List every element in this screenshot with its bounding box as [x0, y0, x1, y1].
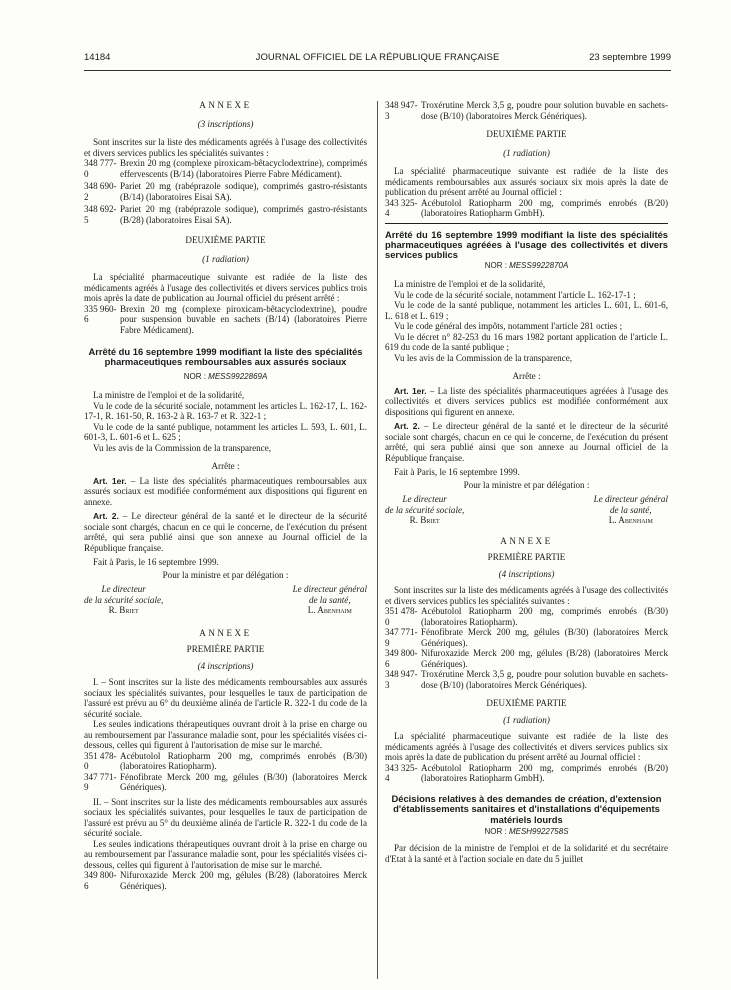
article-1: Art. 1er. – La liste des spécialités pharmaceutiques agréées à l'usage des collectivités et divers services publics est modifiée conformément aux dispositions qui figurent en annexe.	[385, 385, 669, 417]
part-intro: La spécialité pharmaceutique suivante est radiée de la liste des médicaments agréés à l'usage des collectivités et divers services publics six mois après la date de publication du présent arrêté au Journal officiel :	[385, 731, 668, 763]
decision-text: Par décision de la ministre de l'emploi et de la solidarité et du secrétaire d'Etat à la santé et à l'action sociale en date du 5 juillet	[385, 843, 668, 864]
right-column	[385, 100, 668, 864]
decree-title: Arrêté du 16 septembre 1999 modifiant la liste des spécialités pharmaceutiques agréées à l'usage des collectivités et divers services publics	[385, 228, 668, 261]
annex-intro: Sont inscrites sur la liste des médicaments agréés à l'usage des collectivités et divers services publics les spécialités suivantes :	[385, 585, 668, 606]
list-item: 348 947-3 Troxérutine Merck 3,5 g, poudre pour solution buvable en sachets-dose (B/10) (laboratoires Merck Génériques).	[385, 100, 668, 121]
decisions-title: Décisions relatives à des demandes de création, d'extension d'établissements sanitaires et d'installations d'équipements matériels lourds	[391, 792, 662, 825]
signature-right: Le directeur général de la santé, L. Abenhaim	[292, 584, 367, 616]
decree-para: La ministre de l'emploi et de la solidarité,	[93, 390, 245, 401]
column-divider	[377, 101, 378, 979]
done-at: Fait à Paris, le 16 septembre 1999.	[93, 557, 219, 568]
for-minister: Pour la ministre et par délégation :	[463, 479, 590, 490]
page-number: 14184	[84, 52, 111, 63]
article-1: Art. 1er. – La liste des spécialités pharmaceutiques remboursables aux assurés sociaux est modifiée conformément aux dispositions qui figurent en annexe.	[84, 475, 368, 507]
header-rule	[84, 70, 671, 71]
part-subtitle: (1 radiation)	[202, 253, 249, 264]
annex-title: ANNEXE	[500, 535, 553, 546]
part-subtitle: (4 inscriptions)	[197, 660, 254, 671]
arrete-label: Arrête :	[512, 371, 541, 382]
part-title: PREMIÈRE PARTIE	[186, 644, 265, 655]
article-2: Art. 2. – Le directeur général de la santé et le directeur de la sécurité sociale sont chargés, chacun en ce qui le concerne, de l'exécution du présent arrêté, qui sera publié ainsi que son annexe au Journal officiel de la République française.	[385, 421, 669, 463]
annex-para: Les seules indications thérapeutiques ouvrant droit à la prise en charge ou au remboursement par l'assurance maladie sont, pour les spécialités visées ci-dessous, celles qui figurent à l'autorisation de mise sur le marché.	[84, 838, 367, 870]
decree-para: Vu le code de la santé publique, notamment les articles L. 593, L. 601, L. 601-3, L. 601-6 et L. 625 ;	[84, 421, 367, 443]
decree-para: Vu le code de la sécurité sociale, notamment les articles L. 162-17, L. 162-17-1, R. 161-50, R. 163-2 à R. 163-7 et R. 322-1 ;	[84, 400, 367, 422]
part-subtitle: (1 radiation)	[503, 147, 550, 158]
part-subtitle: (4 inscriptions)	[498, 568, 555, 579]
list-item: 343 325-4 Acébutolol Ratiopharm 200 mg, comprimés enrobés (B/20) (laboratoires Ratiopharm GmbH).	[385, 762, 668, 784]
annex-para: II. – Sont inscrites sur la liste des médicaments remboursables aux assurés sociaux les spécialités suivantes, pour lesquelles le taux de participation de l'assuré est prévu au 5° du deuxième alinéa de l'article R. 322-1 du code de la sécurité sociale.	[84, 796, 367, 839]
signature-right: Le directeur général de la santé, L. Abenhaim	[593, 494, 668, 526]
annex-para: I. – Sont inscrites sur la liste des médicaments remboursables aux assurés sociaux les spécialités suivantes, pour lesquelles le taux de participation de l'assuré est prévu au 6° du deuxième alinéa de l'article R. 322-1 du code de la sécurité sociale.	[84, 677, 367, 719]
for-minister: Pour la ministre et par délégation :	[162, 569, 289, 580]
decree-para: Vu le décret n° 82-253 du 16 mars 1982 portant application de l'article L. 619 du code de la santé publique ;	[385, 331, 668, 353]
nor-reference: NOR : MESH9922758S	[484, 826, 569, 836]
left-column	[84, 100, 367, 891]
section-rule	[385, 223, 668, 224]
list-item: 351 478-0 Acébutolol Ratiopharm 200 mg, comprimés enrobés (B/30) (laboratoires Ratiopharm).	[84, 750, 367, 772]
nor-reference: NOR : MESS9922870A	[484, 260, 569, 270]
part-subtitle: (1 radiation)	[503, 714, 550, 725]
annex-para: Les seules indications thérapeutiques ouvrant droit à la prise en charge ou au remboursement par l'assurance maladie sont, pour les spécialités visées ci-dessous, celles qui figurent à l'autorisation de mise sur le marché.	[84, 719, 367, 751]
annex-subtitle: (3 inscriptions)	[197, 118, 254, 129]
list-item: 348 777-0 Brexin 20 mg (complexe piroxicam-bêtacyclodextrine), comprimés effervescents (B/14) (laboratoires Pierre Fabre Médicament).	[84, 158, 367, 179]
signatures	[385, 494, 668, 526]
part-title: DEUXIÈME PARTIE	[185, 235, 266, 245]
page-header	[84, 52, 671, 66]
list-item: 347 771-9 Fénofibrate Merck 200 mg, gélules (B/30) (laboratoires Merck Génériques).	[84, 771, 367, 793]
annex-title: ANNEXE	[199, 627, 252, 638]
list-item: 335 960-6 Brexin 20 mg (complexe piroxicam-bêtacyclodextrine), poudre pour suspension buvable en sachets (B/14) (laboratoires Pierre Fabre Médicament).	[84, 303, 367, 335]
nor-reference: NOR : MESS9922869A	[183, 371, 268, 381]
part-intro: La spécialité pharmaceutique suivante est radiée de la liste des médicaments agréés à l'usage des collectivités et divers services publics trois mois après la date de publication au Journal officiel du présent arrêté :	[84, 272, 367, 303]
list-item: 348 947-3 Troxérutine Merck 3,5 g, poudre pour solution buvable en sachets-dose (B/10) (laboratoires Merck Génériques).	[385, 669, 668, 690]
part-title: DEUXIÈME PARTIE	[486, 129, 567, 139]
arrete-label: Arrête :	[211, 461, 240, 472]
decree-para: La ministre de l'emploi et de la solidarité,	[394, 279, 546, 290]
decree-title: Arrêté du 16 septembre 1999 modifiant la liste des spécialités pharmaceutiques remboursables aux assurés sociaux	[88, 346, 363, 368]
list-item: 349 800-6 Nifuroxazide Merck 200 mg, gélules (B/28) (laboratoires Merck Génériques).	[84, 870, 367, 891]
list-item: 348 692-5 Pariet 20 mg (rabéprazole sodique), comprimés gastro-résistants (B/28) (laboratoires Eisai SA).	[84, 204, 367, 225]
annex-intro: Sont inscrites sur la liste des médicaments agréés à l'usage des collectivités et divers services publics les spécialités suivantes :	[84, 137, 367, 158]
list-item: 349 800-6 Nifuroxazide Merck 200 mg, gélules (B/28) (laboratoires Merck Génériques).	[385, 648, 668, 669]
issue-date: 23 septembre 1999	[589, 52, 671, 63]
signatures	[84, 584, 367, 616]
part-title: PREMIÈRE PARTIE	[487, 552, 566, 563]
article-2: Art. 2. – Le directeur général de la santé et le directeur de la sécurité sociale sont chargés, chacun en ce qui le concerne, de l'exécution du présent arrêté, qui sera publié ainsi que son annexe au Journal officiel de la République française.	[84, 511, 368, 553]
journal-title: JOURNAL OFFICIEL DE LA RÉPUBLIQUE FRANÇAISE	[255, 52, 500, 63]
decree-para: Vu le code de la sécurité sociale, notamment l'article L. 162-17-1 ;	[394, 289, 636, 300]
decree-para: Vu le code de la santé publique, notamment les articles L. 601, L. 601-6, L. 618 et L. 619 ;	[385, 300, 668, 321]
list-item: 347 771-9 Fénofibrate Merck 200 mg, gélules (B/30) (laboratoires Merck Génériques).	[385, 627, 668, 648]
list-item: 348 690-2 Pariet 20 mg (rabéprazole sodique), comprimés gastro-résistants (B/14) (laboratoires Eisai SA).	[84, 181, 367, 202]
part-title: DEUXIÈME PARTIE	[486, 698, 567, 709]
part-intro: La spécialité pharmaceutique suivante est radiée de la liste des médicaments remboursables aux assurés sociaux six mois après la date de publication du présent arrêté au Journal officiel :	[385, 166, 668, 197]
annex-title: ANNEXE	[199, 100, 252, 110]
list-item: 343 325-4 Acébutolol Ratiopharm 200 mg, comprimés enrobés (B/20) (laboratoires Ratiopharm GmbH).	[385, 197, 668, 218]
decree-para: Vu les avis de la Commission de la transparence,	[93, 442, 271, 453]
list-item: 351 478-0 Acébutolol Ratiopharm 200 mg, comprimés enrobés (B/30) (laboratoires Ratiopharm).	[385, 606, 668, 627]
decree-para: Vu le code général des impôts, notamment l'article 281 octies ;	[394, 321, 623, 332]
signature-left: Le directeur de la sécurité sociale, R. Briet	[84, 584, 164, 616]
signature-left: Le directeur de la sécurité sociale, R. Briet	[385, 494, 465, 526]
decree-para: Vu les avis de la Commission de la transparence,	[394, 352, 572, 363]
done-at: Fait à Paris, le 16 septembre 1999.	[394, 467, 520, 478]
